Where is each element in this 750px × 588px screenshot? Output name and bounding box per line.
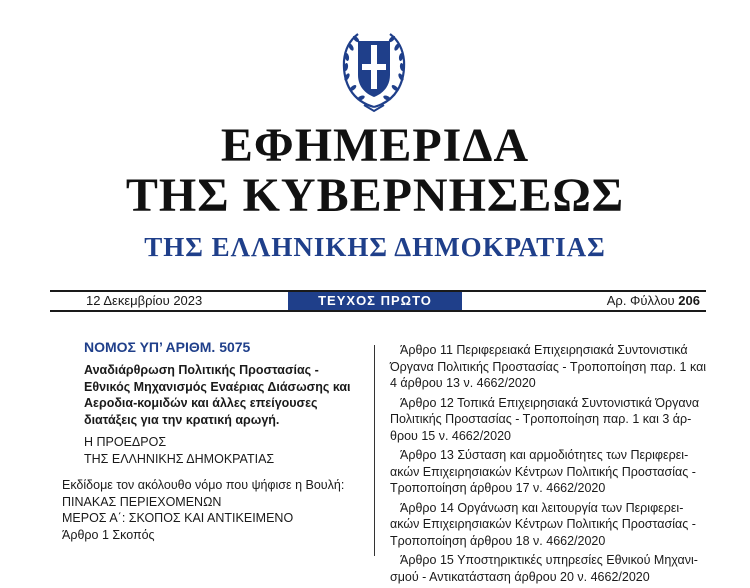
toc-article: Άρθρο 12 Τοπικά Επιχειρησιακά Συντονιστικά Όργανα Πολιτικής Προστασίας - Τροποποίηση παρ. 1 και 3 άρ-θρου 15 ν. 4662/2020 [390,395,700,443]
issue-date: 12 Δεκεμβρίου 2023 [86,293,203,308]
president-heading-line2: ΤΗΣ ΕΛΛΗΝΙΚΗΣ ΔΗΜΟΚΡΑΤΙΑΣ [84,451,275,466]
column-divider [374,345,375,556]
toc-heading: ΠΙΝΑΚΑΣ ΠΕΡΙΕΧΟΜΕΝΩΝ [62,494,222,509]
law-description: Αναδιάρθρωση Πολιτικής Προστασίας - Εθνικός Μηχανισμός Εναέριας Διάσωσης και Αεροδια-κομιδών και άλλες επείγουσες διατάξεις για την κρατική αρωγή. [84,363,351,427]
law-title: ΝΟΜΟΣ ΥΠ’ ΑΡΙΘΜ. 5075 [84,339,251,355]
issue-series-badge: ΤΕΥΧΟΣ ΠΡΩΤΟ [288,292,462,310]
sheet-number [607,292,700,310]
masthead-subtitle: ΤΗΣ ΕΛΛΗΝΙΚΗΣ ΔΗΜΟΚΡΑΤΙΑΣ [144,232,606,262]
president-heading-line1: Η ΠΡΟΕΔΡΟΣ [84,435,167,449]
masthead-title-line1: ΕΦΗΜΕΡΙΔΑ [220,119,530,172]
toc-article: Άρθρο 15 Υποστηρικτικές υπηρεσίες Εθνικού Μηχανι-σμού - Αντικατάσταση άρθρου 20 ν. 4662/2020 [390,553,698,584]
sheet-number-value: 206 [678,293,700,308]
toc-article: Άρθρο 11 Περιφερειακά Επιχειρησιακά Συντονιστικά Όργανα Πολιτικής Προστασίας - Τροποποίηση παρ. 1 και 4 άρθρου 13 ν. 4662/2020 [390,343,707,390]
greek-coat-of-arms-icon [338,27,410,113]
right-column [390,342,710,588]
masthead-title-line2: ΤΗΣ ΚΥΒΕΡΝΗΣΕΩΣ [125,169,625,222]
toc-article: Άρθρο 13 Σύσταση και αρμοδιότητες των Περιφερει-ακών Επιχειρησιακών Κέντρων Πολιτικής Προστασίας - Τροποποίηση άρθρου 17 ν. 4662/2020 [390,448,696,495]
toc-article: Άρθρο 1 Σκοπός [62,527,155,542]
sheet-number-label: Αρ. Φύλλου [606,293,675,308]
toc-article: Άρθρο 14 Οργάνωση και λειτουργία των Περιφερει-ακών Επιχειρησιακών Κέντρων Πολιτικής Προστασίας - Τροποποίηση άρθρου 18 ν. 4662/2020 [390,500,696,548]
president-heading [84,434,362,467]
toc-part-heading: ΜΕΡΟΣ Α΄: ΣΚΟΠΟΣ ΚΑΙ ΑΝΤΙΚΕΙΜΕΝΟ [62,511,294,525]
left-column [62,338,362,543]
issue-bar-bottom-rule [50,310,706,312]
enactment-line: Εκδίδομε τον ακόλουθο νόμο που ψήφισε η Βουλή: [62,478,345,492]
